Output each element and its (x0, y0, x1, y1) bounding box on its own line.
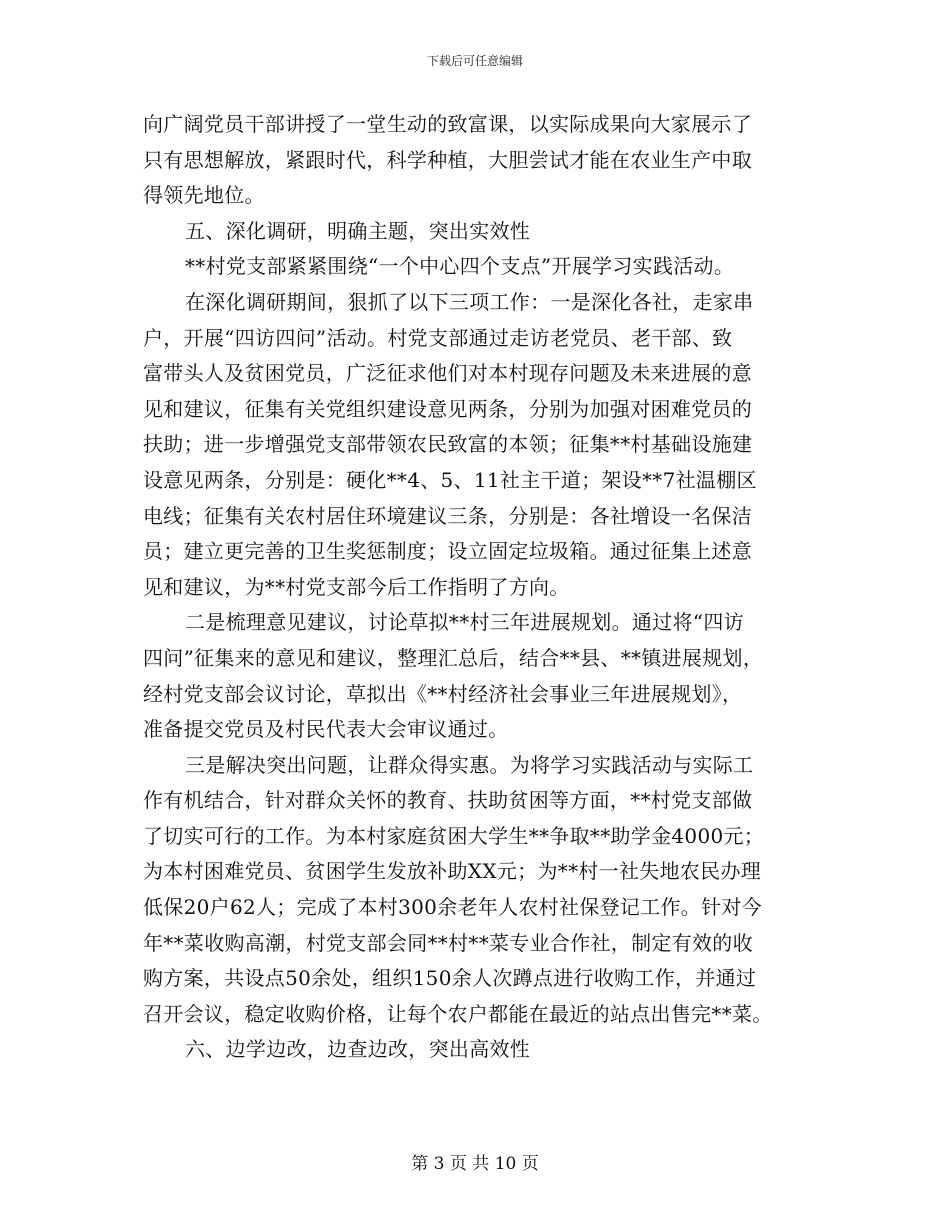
body-line: 在深化调研期间，狠抓了以下三项工作：一是深化各社，走家串 (185, 289, 754, 314)
body-line: 作有机结合，针对群众关怀的教育、扶助贫困等方面，**村党支部做 (143, 788, 753, 813)
body-line: 见和建议，为**村党支部今后工作指明了方向。 (143, 574, 570, 599)
body-line: 召开会议，稳定收购价格，让每个农户都能在最近的站点出售完**菜。 (143, 1001, 773, 1026)
body-line: 准备提交党员及村民代表大会审议通过。 (143, 717, 509, 742)
body-line: 为本村困难党员、贫困学生发放补助XX元；为**村一社失地农民办理 (143, 859, 762, 884)
body-line: 五、深化调研，明确主题，突出实效性 (185, 218, 531, 243)
body-line: 了切实可行的工作。为本村家庭贫困大学生**争取**助学金4000元； (143, 823, 765, 848)
page-header-note: 下载后可任意编辑 (426, 54, 523, 68)
body-line: 年**菜收购高潮，村党支部会同**村**菜专业合作社，制定有效的收 (143, 930, 753, 955)
document-body (143, 107, 807, 1068)
body-line: 得领先地位。 (143, 183, 265, 208)
body-line: 设意见两条，分别是：硬化**4、5、11社主干道；架设**7社温棚区 (143, 467, 757, 492)
body-line: 低保20户62人；完成了本村300余老年人农村社保登记工作。针对今 (143, 895, 762, 920)
body-line: 员；建立更完善的卫生奖惩制度；设立固定垃圾箱。通过征集上述意 (143, 539, 752, 564)
body-line: 电线；征集有关农村居住环境建议三条，分别是：各社增设一名保洁 (143, 503, 752, 528)
body-line: 购方案，共设点50余处，组织150余人次蹲点进行收购工作，并通过 (143, 966, 757, 991)
body-line: 经村党支部会议讨论，草拟出《**村经济社会事业三年进展规划》， (143, 681, 743, 706)
body-line: 四问”征集来的意见和建议，整理汇总后，结合**县、**镇进展规划， (143, 645, 764, 670)
body-line: 向广阔党员干部讲授了一堂生动的致富课，以实际成果向大家展示了 (143, 112, 752, 136)
body-line: 扶助；进一步增强党支部带领农民致富的本领；征集**村基础设施建 (143, 432, 753, 457)
body-line: 户，开展“四访四问”活动。村党支部通过走访老党员、老干部、致 (143, 325, 733, 350)
body-line: 见和建议，征集有关党组织建设意见两条，分别为加强对困难党员的 (143, 396, 752, 421)
body-line: 三是解决突出问题，让群众得实惠。为将学习实践活动与实际工 (185, 752, 754, 777)
body-line: **村党支部紧紧围绕“一个中心四个支点”开展学习实践活动。 (185, 254, 735, 279)
body-line: 富带头人及贫困党员，广泛征求他们对本村现存问题及未来进展的意 (143, 361, 752, 386)
body-line: 只有思想解放，紧跟时代，科学种植，大胆尝试才能在农业生产中取 (143, 147, 752, 172)
body-line: 二是梳理意见建议，讨论草拟**村三年进展规划。通过将“四访 (185, 610, 744, 635)
page-number: 第 3 页 共 10 页 (411, 1154, 539, 1174)
body-line: 六、边学边改，边查边改，突出高效性 (185, 1037, 531, 1062)
